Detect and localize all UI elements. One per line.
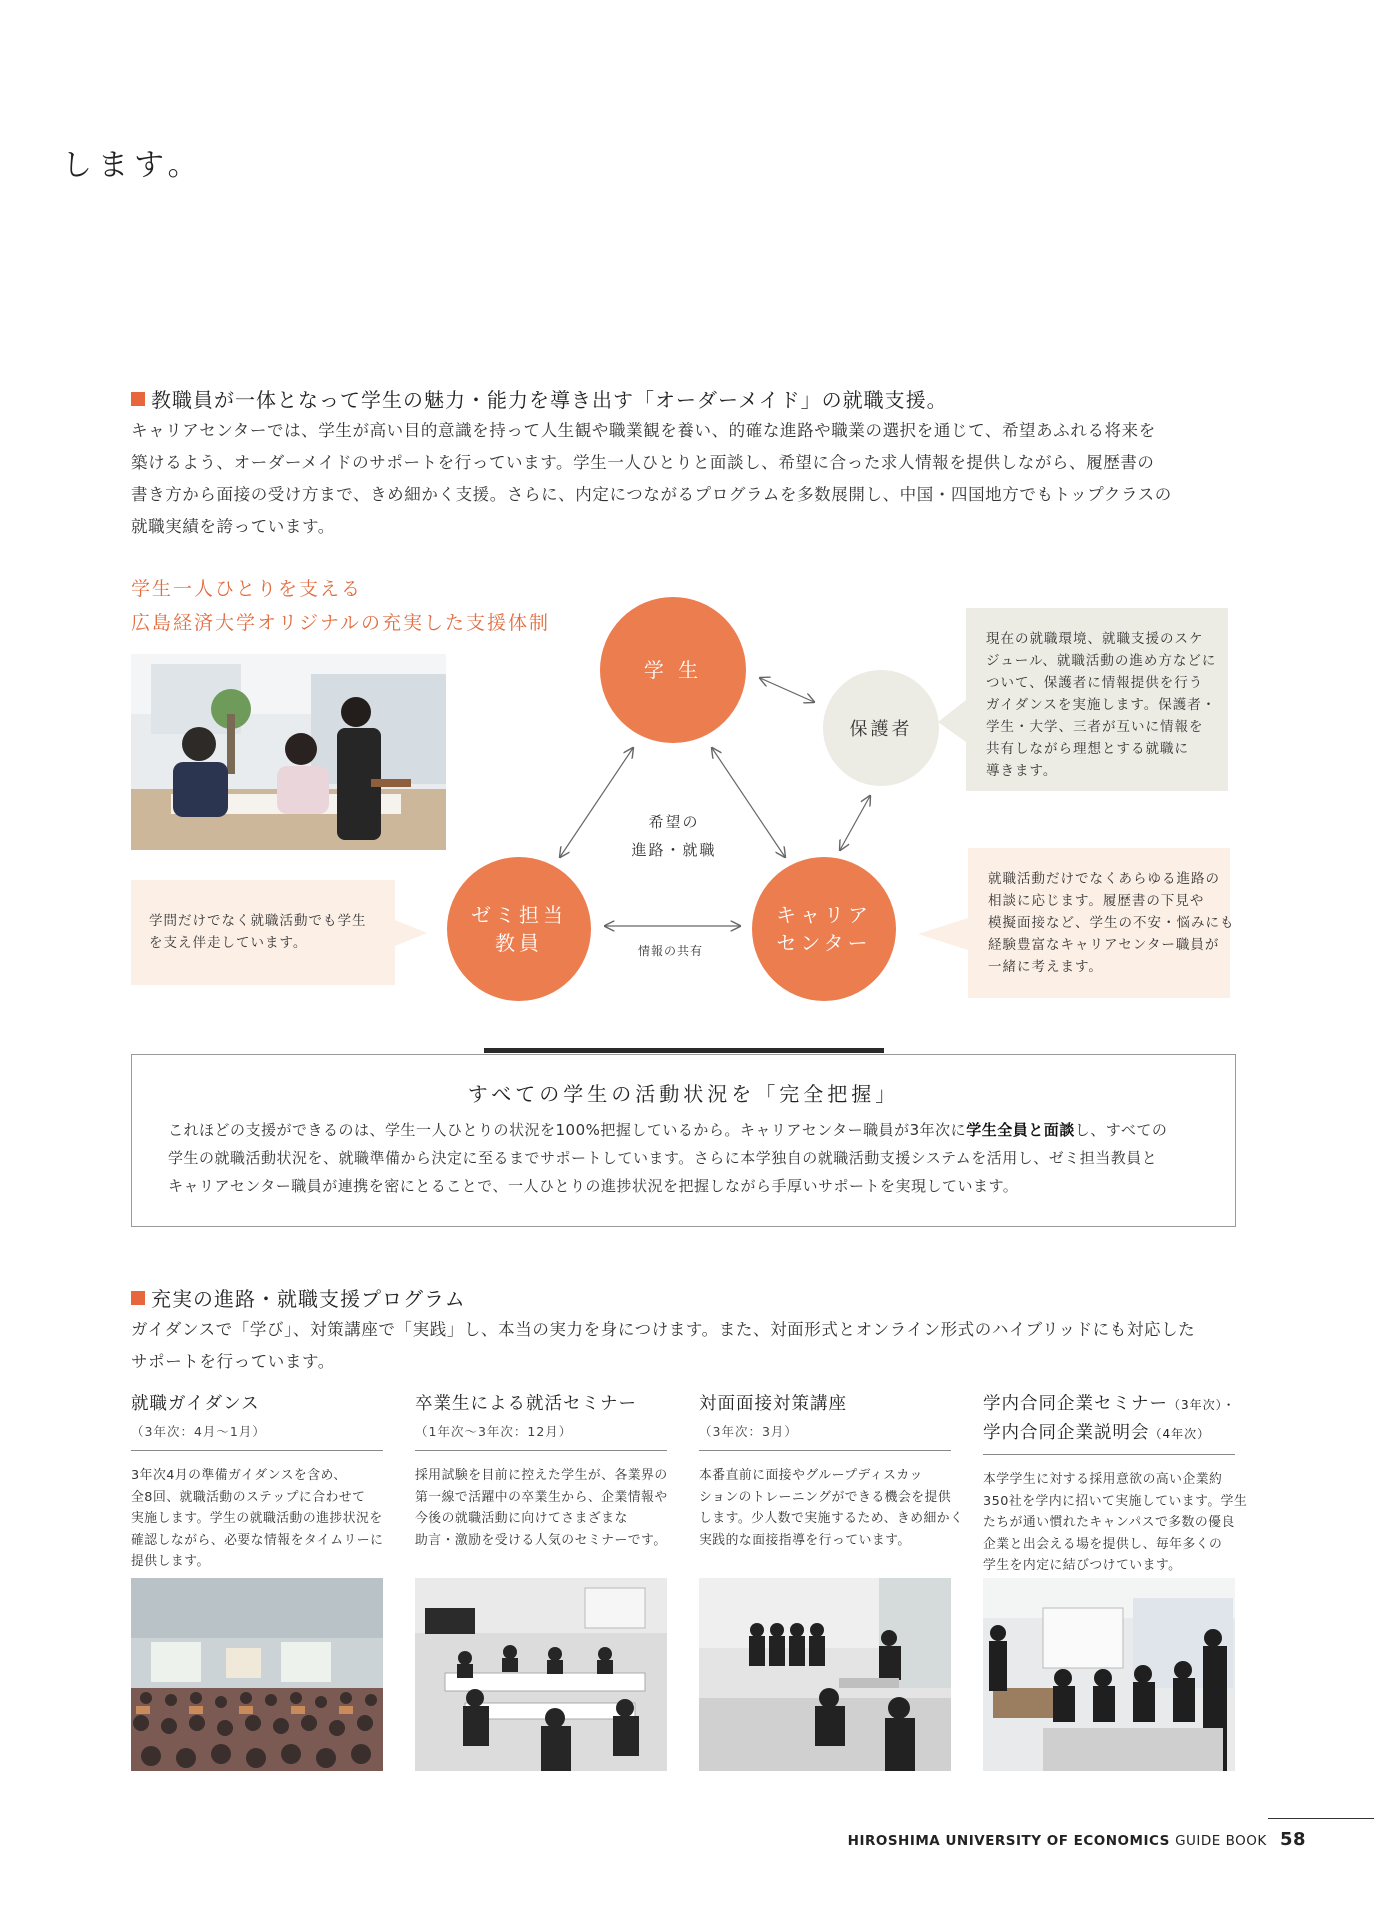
note-line: 一緒に考えます。 [988,959,1103,975]
program-description [983,1469,1248,1577]
body-line: ガイダンスで「学び」、対策講座で「実践」し、本当の実力を身につけます。また、対面形式とオンライン形式のハイブリッドにも対応した [131,1320,1196,1339]
program-title-text: 学内合同企業セミナー [983,1394,1168,1414]
program-description [131,1465,383,1573]
interview-photo [699,1578,951,1771]
program-title: 就職ガイダンス [131,1394,260,1414]
program-schedule: （3年次：4月〜1月） [131,1424,266,1439]
desc-line: 学生を内定に結びつけています。 [983,1558,1182,1573]
diagram-title-line: 広島経済大学オリジナルの充実した支援体制 [131,612,551,634]
note-line: 経験豊富なキャリアセンター職員が [988,937,1220,953]
seminar-label-line: 教員 [495,931,543,955]
footer [848,1829,1306,1850]
section-heading-programs [131,1283,466,1312]
status-line: 学生の就職活動状況を、就職準備から決定に至るまでサポートしています。さらに本学独自の就職活動支援システムを活用し、ゼミ担当教員と [168,1149,1158,1167]
body-line: 書き方から面接の受け方まで、きめ細かく支援。さらに、内定につながるプログラムを多数展開し、中国・四国地方でもトップクラスの [131,485,1172,504]
note-line: 導きます。 [986,763,1058,779]
program-schedule: （1年次〜3年次：12月） [415,1424,573,1439]
program-description [699,1465,964,1551]
desc-line: たちが通い慣れたキャンパスで多数の優良 [983,1515,1235,1530]
desc-line: 確認しながら、必要な情報をタイムリーに [131,1532,384,1548]
center-goal-line: 希望の [648,813,700,831]
page-number: 58 [1279,1829,1306,1850]
status-bold-text: 学生全員と面談 [966,1121,1075,1139]
desc-line: 実践的な面接指導を行っています。 [699,1532,911,1548]
desc-line: 企業と出会える場を提供し、毎年多くの [983,1536,1223,1552]
program-description [415,1465,667,1551]
desc-line: 第一線で活躍中の卒業生から、企業情報や [415,1489,668,1505]
footer-school: HIROSHIMA UNIVERSITY OF ECONOMICS [847,1833,1170,1849]
body-line: 築けるよう、オーダーメイドのサポートを行っています。学生一人ひとりと面談し、希望に合った求人情報を提供しながら、履歴書の [131,453,1155,472]
desc-line: します。少人数で実施するため、きめ細かく [699,1511,964,1526]
student-label: 学 生 [643,658,703,682]
note-line: 共有しながら理想とする就職に [986,741,1189,757]
program-title: 対面面接対策講座 [699,1394,847,1414]
alumni-seminar-photo [415,1578,667,1771]
guidance-photo [131,1578,383,1771]
program-title [983,1419,1235,1448]
program-divider [983,1454,1235,1455]
body-line: サポートを行っています。 [131,1352,335,1371]
note-line: ついて、保護者に情報提供を行う [986,675,1204,691]
desc-line: 採用試験を目前に控えた学生が、各業界の [415,1468,668,1483]
body-line: 就職実績を誇っています。 [131,517,335,536]
company-seminar-photo [983,1578,1235,1771]
program-card-company-seminar [983,1390,1248,1577]
career-center-node [752,857,896,1001]
program-card-interview [699,1390,964,1551]
status-line: キャリアセンター職員が連携を密にとることで、一人ひとりの進捗状況を把握しながら手厚いサポートを実現しています。 [168,1177,1019,1195]
student-node [600,597,746,743]
status-title: すべての学生の活動状況を「完全把握」 [467,1082,900,1106]
career-label-line: キャリア [776,903,872,927]
desc-line: 提供します。 [131,1554,210,1569]
note-line: 相談に応じます。履歴書の下見や [988,893,1205,909]
desc-line: 本番直前に面接やグループディスカッ [699,1468,923,1483]
program-divider [131,1450,383,1451]
info-share-label: 情報の共有 [638,944,704,958]
status-line-text: これほどの支援ができるのは、学生一人ひとりの状況を100%把握しているから。キャリアセンター職員が3年次に [168,1121,967,1139]
desc-line: 助言・激励を受ける人気のセミナーです。 [415,1532,667,1548]
guardian-note-box [966,608,1228,791]
desc-line: 本学学生に対する採用意欲の高い企業約 [983,1472,1223,1487]
status-line-text: し、すべての [1074,1121,1168,1139]
section-heading-text: 教職員が一体となって学生の魅力・能力を導き出す「オーダーメイド」の就職支援。 [151,388,948,412]
status-text [168,1116,1167,1200]
section-body-programs [131,1314,1195,1378]
status-box-accent-bar [484,1048,884,1053]
note-line: ジュール、就職活動の進め方などに [986,653,1217,669]
program-card-guidance [131,1390,383,1573]
square-bullet-icon [131,1291,145,1305]
career-note-box [968,848,1235,998]
program-title-note: （4年次） [1149,1427,1211,1441]
desc-line: 実施します。学生の就職活動の進捗状況を [131,1511,383,1526]
career-label-line: センター [776,931,872,955]
body-line: キャリアセンターでは、学生が高い目的意識を持って人生観や職業観を養い、的確な進路や職業の選択を通じて、希望あふれる将来を [131,421,1156,440]
note-line: 就職活動だけでなくあらゆる進路の [988,871,1220,887]
desc-line: 全8回、就職活動のステップに合わせて [131,1489,366,1505]
program-card-alumni-seminar [415,1390,667,1551]
note-line: 学生・大学、三者が互いに情報を [986,719,1204,735]
seminar-label-line: ゼミ担当 [471,903,567,927]
note-line: を支え伴走しています。 [149,935,308,951]
center-goal-label [610,808,738,864]
note-line: 現在の就職環境、就職支援のスケ [986,631,1204,647]
program-divider [699,1450,951,1451]
program-title-text: 学内合同企業説明会 [983,1423,1150,1443]
program-title-note: （3年次）・ [1168,1398,1236,1412]
diagram-title-line: 学生一人ひとりを支える [131,578,363,600]
desc-line: 350社を学内に招いて実施しています。学生 [983,1493,1248,1509]
section-heading-text: 充実の進路・就職支援プログラム [151,1287,466,1311]
program-divider [415,1450,667,1451]
seminar-teacher-node [447,857,591,1001]
desc-line: 今後の就職活動に向けてさまざまな [415,1511,628,1526]
program-schedule: （3年次：3月） [699,1424,798,1439]
desc-line: 3年次4月の準備ガイダンスを含め、 [131,1468,347,1483]
note-line: 模擬面接など、学生の不安・悩みにも [988,915,1235,931]
program-title [983,1390,1235,1419]
status-line [168,1116,1167,1144]
guardian-node [823,670,939,786]
guardian-label: 保護者 [849,719,913,740]
desc-line: ションのトレーニングができる機会を提供 [699,1489,952,1505]
footer-guidebook: GUIDE BOOK [1175,1833,1267,1849]
note-line: ガイダンスを実施します。保護者・ [986,697,1217,713]
program-title: 卒業生による就活セミナー [415,1394,637,1414]
page-top-text: します。 [62,148,204,183]
seminar-note-box [131,880,395,985]
footer-rule [1268,1818,1374,1819]
note-line: 学問だけでなく就職活動でも学生 [149,913,367,929]
center-goal-line: 進路・就職 [631,841,717,859]
